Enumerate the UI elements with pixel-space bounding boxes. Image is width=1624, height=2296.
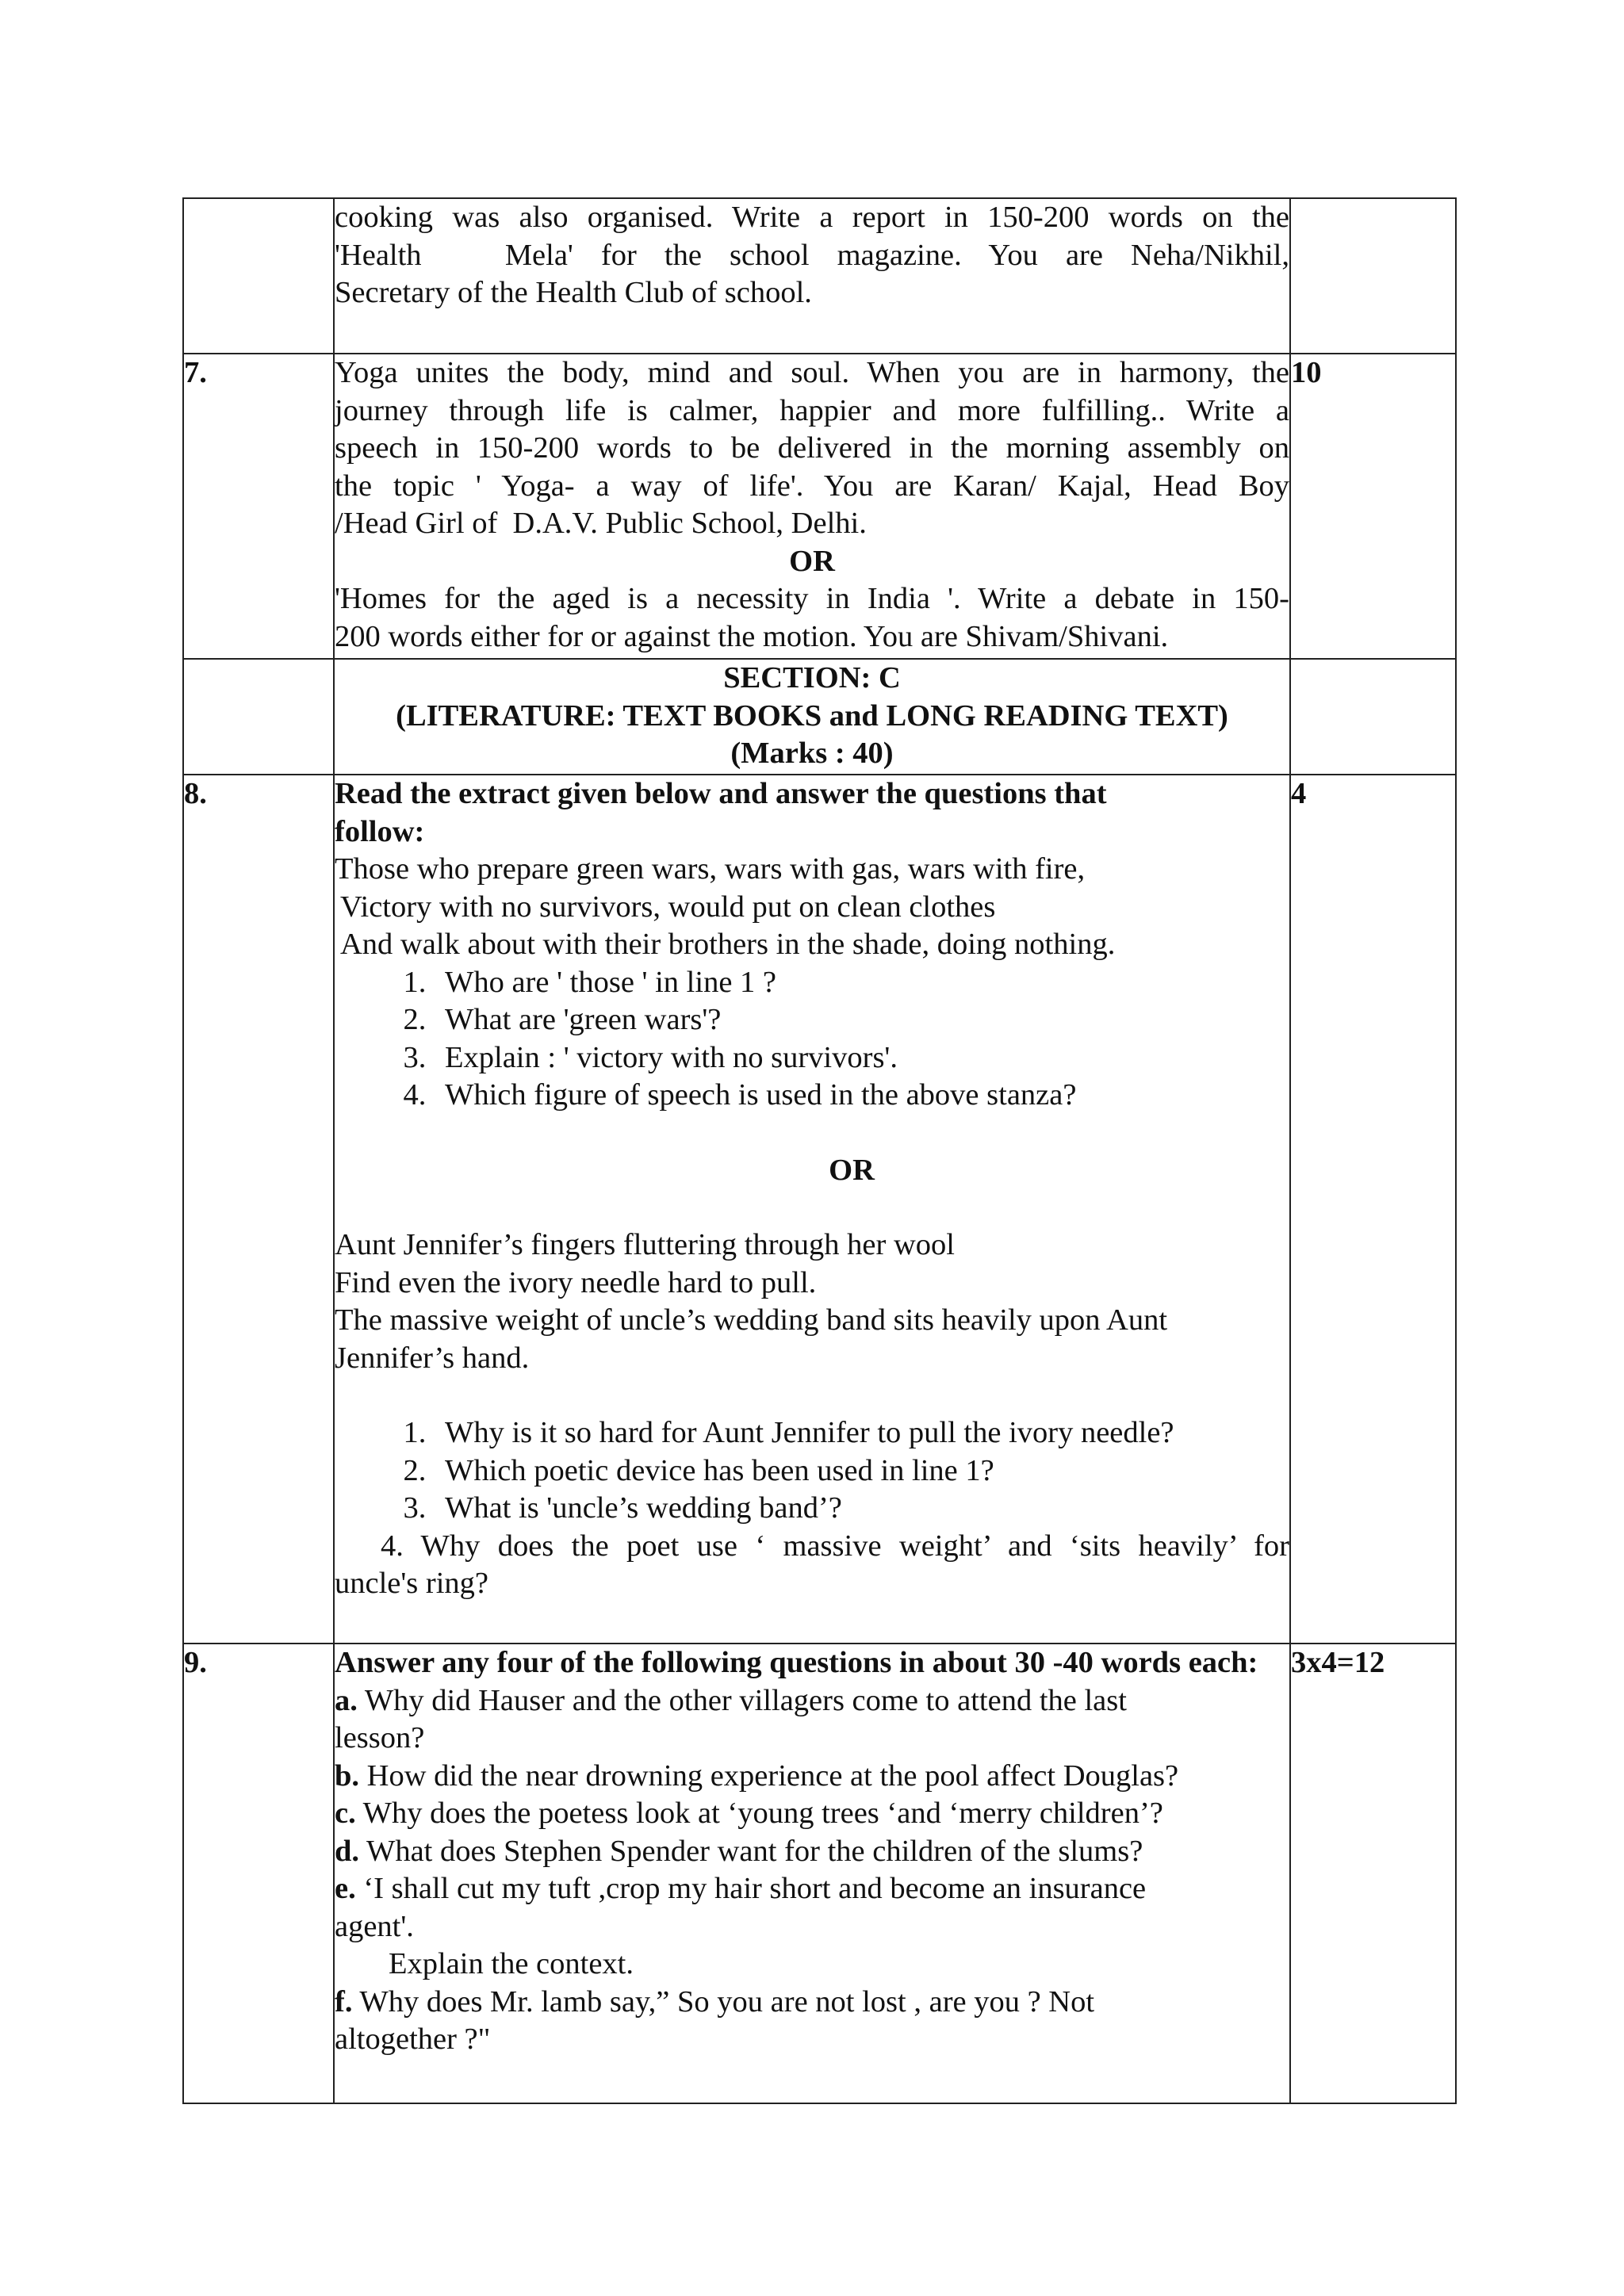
question-list [335,1414,1289,1528]
row-q6-continued [183,198,1456,354]
poem-line: Find even the ivory needle hard to pull. [335,1265,817,1299]
section-marks: (Marks : 40) [730,737,894,770]
text-line: Secretary of the Health Club of school. [335,276,812,309]
question-number: 7. [183,354,334,659]
spacer [335,1115,1289,1152]
sub-question [335,1758,1289,1796]
question-list [335,964,1289,1115]
sub-question-text: ‘I shall cut my tuft ,crop my hair short and become an insurance agent'. [335,1872,1147,1943]
question-text-cell [334,1644,1290,2103]
question-number: 8. [183,775,334,1644]
sub-question-text: Why does Mr. lamb say,” So you are not lost , are you ? Not altogether ?" [335,1984,1095,2056]
text-line: 200 words either for or against the motion. You are Shivam/Shivani. [335,619,1169,653]
sub-question-4-line1: 4. Why does the poet use ‘ massive weight’ and ‘sits heavily’ for [381,1529,1289,1563]
text-line: speech in 150-200 words to be delivered in the morning assembly on [335,431,1289,465]
question-number: 9. [183,1644,334,2103]
marks-cell [1290,198,1456,354]
section-heading-cell [334,659,1290,775]
section-subtitle: (LITERATURE: TEXT BOOKS and LONG READING TEXT) [396,698,1228,733]
text-line: the topic ' Yoga- a way of life'. You are Karan/ Kajal, Head Boy [335,469,1289,503]
sub-question [335,1833,1289,1871]
sub-question: 4. Which figure of speech is used in the above stanza? [434,1077,1289,1115]
sub-question-label: a. [335,1683,358,1717]
poem-line: Those who prepare green wars, wars with gas, wars with fire, [335,852,1086,886]
or-separator: OR [829,1153,875,1187]
poem-line: Jennifer’s hand. [335,1341,530,1375]
sub-question: 1. Who are ' those ' in line 1 ? [434,964,1289,1002]
sub-question [335,1682,1207,1758]
sub-question-label: d. [335,1834,360,1868]
row-q7 [183,354,1456,659]
text-line: 'Health Mela' for the school magazine. You are Neha/Nikhil, [335,238,1289,272]
sub-question-note: Explain the context. [389,1947,634,1980]
sub-question: 1. Why is it so hard for Aunt Jennifer to pull the ivory needle? [434,1414,1289,1452]
text-line: cooking was also organised. Write a report in 150-200 words on the [335,201,1289,234]
question-text-cell [334,775,1290,1644]
poem-line: Aunt Jennifer’s fingers fluttering through her wool [335,1228,955,1261]
sub-question: 2. Which poetic device has been used in line 1? [434,1452,1289,1490]
row-q9 [183,1644,1456,2103]
marks-value: 4 [1290,775,1456,1644]
sub-question: 3. What is 'uncle’s wedding band’? [434,1490,1289,1528]
text-line: 'Homes for the aged is a necessity in India '. Write a debate in 150- [335,582,1289,615]
or-separator: OR [789,544,835,578]
question-text-cell [334,354,1290,659]
sub-question-label: f. [335,1984,353,2019]
row-section-heading [183,659,1456,775]
sub-question [335,1870,1207,1946]
question-text-cell [334,198,1290,354]
text-line: journey through life is calmer, happier and more fulfilling.. Write a [335,393,1289,427]
spacer [335,1377,1289,1414]
poem-line: The massive weight of uncle’s wedding band sits heavily upon Aunt [335,1303,1168,1337]
marks-value: 3x4=12 [1290,1644,1456,2103]
poem-line: Victory with no survivors, would put on clean clothes [340,890,996,924]
question-number-cell [183,198,334,354]
sub-question [335,1795,1289,1833]
text-line: Yoga unites the body, mind and soul. When you are in harmony, the [335,356,1289,389]
row-q8 [183,775,1456,1644]
section-title: SECTION: C [723,661,901,695]
sub-question: 3. Explain : ' victory with no survivors'. [434,1039,1289,1077]
spacer [335,1189,1289,1226]
sub-question-4-line2: uncle's ring? [335,1567,489,1600]
sub-question-label: b. [335,1758,360,1793]
sub-question-label: c. [335,1797,356,1830]
sub-question-text: Why does the poetess look at ‘young trees ‘and ‘merry children’? [362,1797,1163,1830]
poem-line: And walk about with their brothers in the shade, doing nothing. [340,928,1116,961]
question-paper-table [182,197,1457,2104]
text-line: /Head Girl of D.A.V. Public School, Delhi. [335,507,867,540]
marks-value: 10 [1290,354,1456,659]
sub-question-text: What does Stephen Spender want for the children of the slums? [366,1834,1143,1868]
empty-cell [183,659,334,775]
sub-question [335,1984,1175,2059]
question-instruction: Read the extract given below and answer the questions that follow: [335,777,1107,848]
sub-question-label: e. [335,1872,356,1905]
question-instruction: Answer any four of the following questions in about 30 -40 words each: [335,1646,1258,1679]
sub-question: 2. What are 'green wars'? [434,1001,1289,1039]
sub-question-text: Why did Hauser and the other villagers come to attend the last lesson? [335,1683,1127,1755]
sub-question-text: How did the near drowning experience at the pool affect Douglas? [366,1758,1179,1793]
empty-cell [1290,659,1456,775]
